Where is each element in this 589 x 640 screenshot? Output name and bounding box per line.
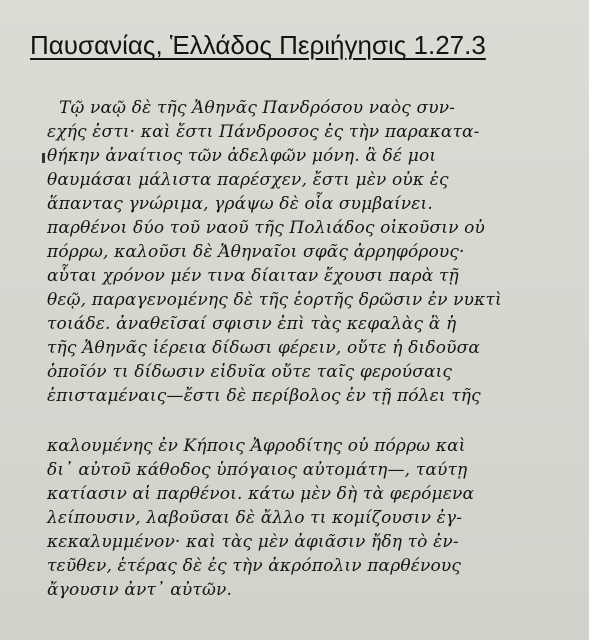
text-line-12: ὁποῖόν τι δίδωσιν εἰδυῖα οὔτε ταῖς φερούσαις bbox=[47, 362, 453, 382]
text-line-13: ἐπισταμέναις—ἔστι δὲ περίβολος ἐν τῇ πόλει τῆς bbox=[47, 386, 481, 406]
text-line-2: εχής ἐστι· καὶ ἔστι Πάνδροσος ἐς τὴν παρακατα- bbox=[47, 122, 480, 142]
text-line-9: θεῷ, παραγενομένης δὲ τῆς ἑορτῆς δρῶσιν ἐν νυκτὶ bbox=[47, 290, 502, 310]
text-line-10: τοιάδε. ἀναθεῖσαί σφισιν ἐπὶ τὰς κεφαλὰς ἃ ἡ bbox=[47, 314, 457, 334]
text-line-16: κατίασιν αἱ παρθένοι. κάτω μὲν δὴ τὰ φερόμενα bbox=[47, 484, 475, 504]
text-line-7: πόρρω, καλοῦσι δὲ Ἀθηναῖοι σφᾶς ἀρρηφόρους· bbox=[47, 242, 465, 262]
text-line-20: ἄγουσιν ἀντ᾽ αὐτῶν. bbox=[47, 580, 233, 600]
text-line-5: ἅπαντας γνώριμα, γράψω δὲ οἷα συμβαίνει. bbox=[47, 194, 433, 214]
text-line-17: λείπουσιν, λαβοῦσαι δὲ ἄλλο τι κομίζουσιν ἐγ- bbox=[47, 508, 463, 528]
text-line-1: Τῷ ναῷ δὲ τῆς Ἀθηνᾶς Πανδρόσου ναὸς συν- bbox=[59, 98, 456, 118]
page-title: Παυσανίας, Ἑλλάδος Περιήγησις 1.27.3 bbox=[30, 30, 486, 60]
margin-mark bbox=[42, 153, 45, 163]
text-line-19: τεῦθεν, ἑτέρας δὲ ἐς τὴν ἀκρόπολιν παρθένους bbox=[47, 556, 462, 576]
text-line-11: τῆς Ἀθηνᾶς ἱέρεια δίδωσι φέρειν, οὔτε ἡ διδοῦσα bbox=[47, 338, 480, 358]
text-line-8: αὗται χρόνον μέν τινα δίαιταν ἔχουσι παρὰ τῇ bbox=[47, 266, 459, 286]
text-line-14: καλουμένης ἐν Κήποις Ἀφροδίτης οὐ πόρρω καὶ bbox=[47, 436, 466, 456]
text-line-3: θήκην ἀναίτιος τῶν ἀδελφῶν μόνη. ἃ δέ μοι bbox=[47, 146, 437, 166]
text-line-6: παρθένοι δύο τοῦ ναοῦ τῆς Πολιάδος οἰκοῦσιν οὐ bbox=[47, 218, 486, 238]
text-line-15: δι᾽ αὐτοῦ κάθοδος ὑπόγαιος αὐτομάτη—, ταύτῃ bbox=[47, 460, 468, 480]
text-line-18: κεκαλυμμένον· καὶ τὰς μὲν ἀφιᾶσιν ἤδη τὸ ἐν- bbox=[47, 532, 459, 552]
text-line-4: θαυμάσαι μάλιστα παρέσχεν, ἔστι μὲν οὐκ ἐς bbox=[47, 170, 449, 190]
